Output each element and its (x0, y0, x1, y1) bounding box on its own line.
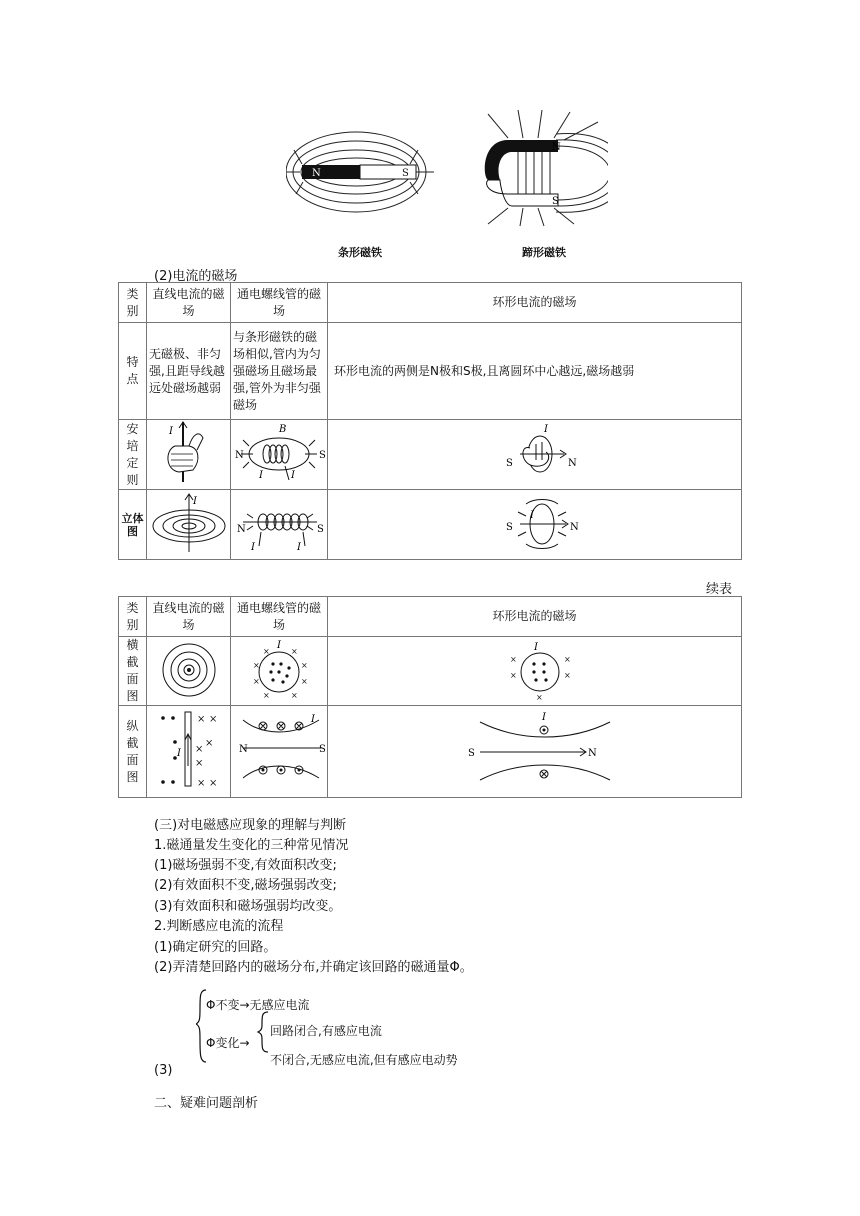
ampere-ring-cell (328, 420, 742, 490)
solid-ring-n: N (570, 522, 579, 533)
ampere-straight-i: I (169, 426, 173, 437)
svg-text:×: × (263, 646, 270, 656)
bar-magnet-n-label: N (312, 168, 321, 179)
long-ring-s: S (468, 748, 475, 759)
svg-text:×: × (291, 690, 298, 700)
ampere-solenoid-n: N (235, 450, 244, 461)
horseshoe-magnet-caption: 蹄形磁铁 (522, 246, 566, 259)
ampere-ring-n: N (568, 458, 577, 469)
svg-text:×: × (291, 646, 298, 656)
solid-ring-i: I (530, 510, 534, 521)
solid-solenoid-i2: I (297, 542, 301, 553)
cross-ring-i: I (534, 641, 538, 653)
long-solenoid-i: I (311, 714, 315, 725)
long-solenoid-s: S (319, 744, 326, 755)
ampere-solenoid-figure (233, 420, 326, 484)
header-straight: 直线电流的磁场 (147, 283, 231, 323)
svg-text:×: × (209, 778, 218, 789)
long-straight-cell (147, 706, 231, 798)
section3-item2: 2.判断感应电流的流程 (154, 919, 284, 934)
ampere-solenoid-b: B (279, 424, 287, 435)
long-solenoid-n: N (239, 744, 248, 755)
long-solenoid-figure (233, 706, 326, 792)
long-straight-i: I (177, 748, 181, 759)
section3-title: (三)对电磁感应现象的理解与判断 (154, 818, 347, 833)
svg-text:×: × (195, 758, 204, 769)
long-ring-figure (330, 706, 740, 792)
solid-straight-figure (149, 490, 229, 554)
current-field-heading: (2)电流的磁场 (154, 269, 238, 284)
cross-straight-cell (147, 637, 231, 706)
current-field-table-continued (118, 596, 742, 798)
section3-sub2: (2)有效面积不变,磁场强弱改变; (154, 878, 337, 893)
section3-step2: (2)弄清楚回路内的磁场分布,并确定该回路的磁通量Φ。 (154, 960, 473, 975)
solid-ring-s: S (506, 522, 513, 533)
ampere-ring-s: S (506, 458, 513, 469)
section3-item1: 1.磁通量发生变化的三种常见情况 (154, 838, 349, 853)
current-field-table (118, 282, 742, 560)
flow-open-loop: 不闭合,无感应电流,但有感应电动势 (270, 1053, 458, 1067)
long-solenoid-cell (231, 706, 328, 798)
header-category: 类别 (119, 283, 147, 323)
ampere-solenoid-s: S (319, 450, 326, 461)
svg-text:×: × (205, 738, 214, 749)
ampere-straight-figure (149, 420, 229, 484)
svg-text:×: × (510, 654, 517, 664)
section3-sub1: (1)磁场强弱不变,有效面积改变; (154, 858, 337, 873)
bar-magnet-figure (286, 130, 436, 220)
header-solenoid: 通电螺线管的磁场 (231, 283, 328, 323)
cross-ring-cell (328, 637, 742, 706)
row-label-long: 纵截面图 (119, 706, 147, 798)
flow-closed-loop: 回路闭合,有感应电流 (270, 1024, 382, 1038)
svg-text:×: × (564, 654, 571, 664)
solid-solenoid-n: N (237, 524, 246, 535)
svg-text:×: × (197, 778, 206, 789)
svg-text:×: × (195, 744, 204, 755)
header-ring: 环形电流的磁场 (328, 283, 742, 323)
solid-solenoid-figure (233, 490, 326, 554)
svg-text:×: × (209, 714, 218, 725)
row-label-features: 特点 (119, 323, 147, 420)
solid-solenoid-cell (231, 490, 328, 560)
ampere-ring-i: I (544, 424, 548, 435)
cross-straight-figure (149, 638, 229, 700)
solid-ring-figure (330, 490, 740, 554)
ampere-solenoid-cell (231, 420, 328, 490)
long-ring-cell (328, 706, 742, 798)
row-label-solid: 立体图 (119, 490, 147, 560)
svg-text:×: × (510, 670, 517, 680)
bar-magnet-s-label: S (402, 168, 409, 179)
svg-text:×: × (197, 714, 206, 725)
header2-category: 类别 (119, 597, 147, 637)
ampere-ring-figure (330, 420, 740, 484)
horseshoe-s-label: S (552, 196, 559, 207)
ampere-solenoid-i1: I (259, 470, 263, 481)
solid-solenoid-i1: I (251, 542, 255, 553)
ampere-solenoid-i2: I (291, 470, 295, 481)
long-straight-figure (149, 706, 229, 792)
row-label-ampere: 安培定则 (119, 420, 147, 490)
svg-text:×: × (263, 690, 270, 700)
solid-solenoid-s: S (317, 524, 324, 535)
solid-ring-cell (328, 490, 742, 560)
long-ring-n: N (588, 748, 597, 759)
horseshoe-n-label: N (552, 142, 561, 153)
solid-straight-i: I (193, 496, 197, 507)
svg-text:×: × (564, 670, 571, 680)
flow-changed: Φ变化→ (206, 1036, 250, 1050)
feature-straight: 无磁极、非匀强,且距导线越远处磁场越弱 (147, 323, 231, 420)
continued-label: 续表 (706, 582, 733, 597)
flow-unchanged: Φ不变→无感应电流 (206, 998, 310, 1012)
section3-step3-label: (3) (154, 1063, 173, 1078)
ampere-straight-cell (147, 420, 231, 490)
next-section-title: 二、疑难问题剖析 (154, 1096, 259, 1111)
svg-text:×: × (253, 660, 260, 670)
feature-solenoid: 与条形磁铁的磁场相似,管内为匀强磁场且磁场最强,管外为非匀强磁场 (231, 323, 328, 420)
cross-solenoid-cell (231, 637, 328, 706)
cross-solenoid-i: I (277, 639, 281, 651)
row-label-cross: 横截面图 (119, 637, 147, 706)
feature-ring: 环形电流的两侧是N极和S极,且离圆环中心越远,磁场越弱 (328, 323, 742, 420)
solid-straight-cell (147, 490, 231, 560)
bar-magnet-caption: 条形磁铁 (338, 246, 382, 259)
header2-straight: 直线电流的磁场 (147, 597, 231, 637)
horseshoe-magnet-figure (478, 108, 608, 228)
header2-ring: 环形电流的磁场 (328, 597, 742, 637)
svg-text:×: × (301, 660, 308, 670)
section3-sub3: (3)有效面积和磁场强弱均改变。 (154, 899, 342, 914)
section3-step1: (1)确定研究的回路。 (154, 940, 277, 955)
svg-text:×: × (536, 692, 543, 700)
cross-ring-figure (330, 638, 740, 700)
header2-solenoid: 通电螺线管的磁场 (231, 597, 328, 637)
long-ring-i: I (542, 712, 546, 723)
svg-text:×: × (253, 676, 260, 686)
svg-text:×: × (301, 676, 308, 686)
cross-solenoid-figure (233, 638, 326, 700)
